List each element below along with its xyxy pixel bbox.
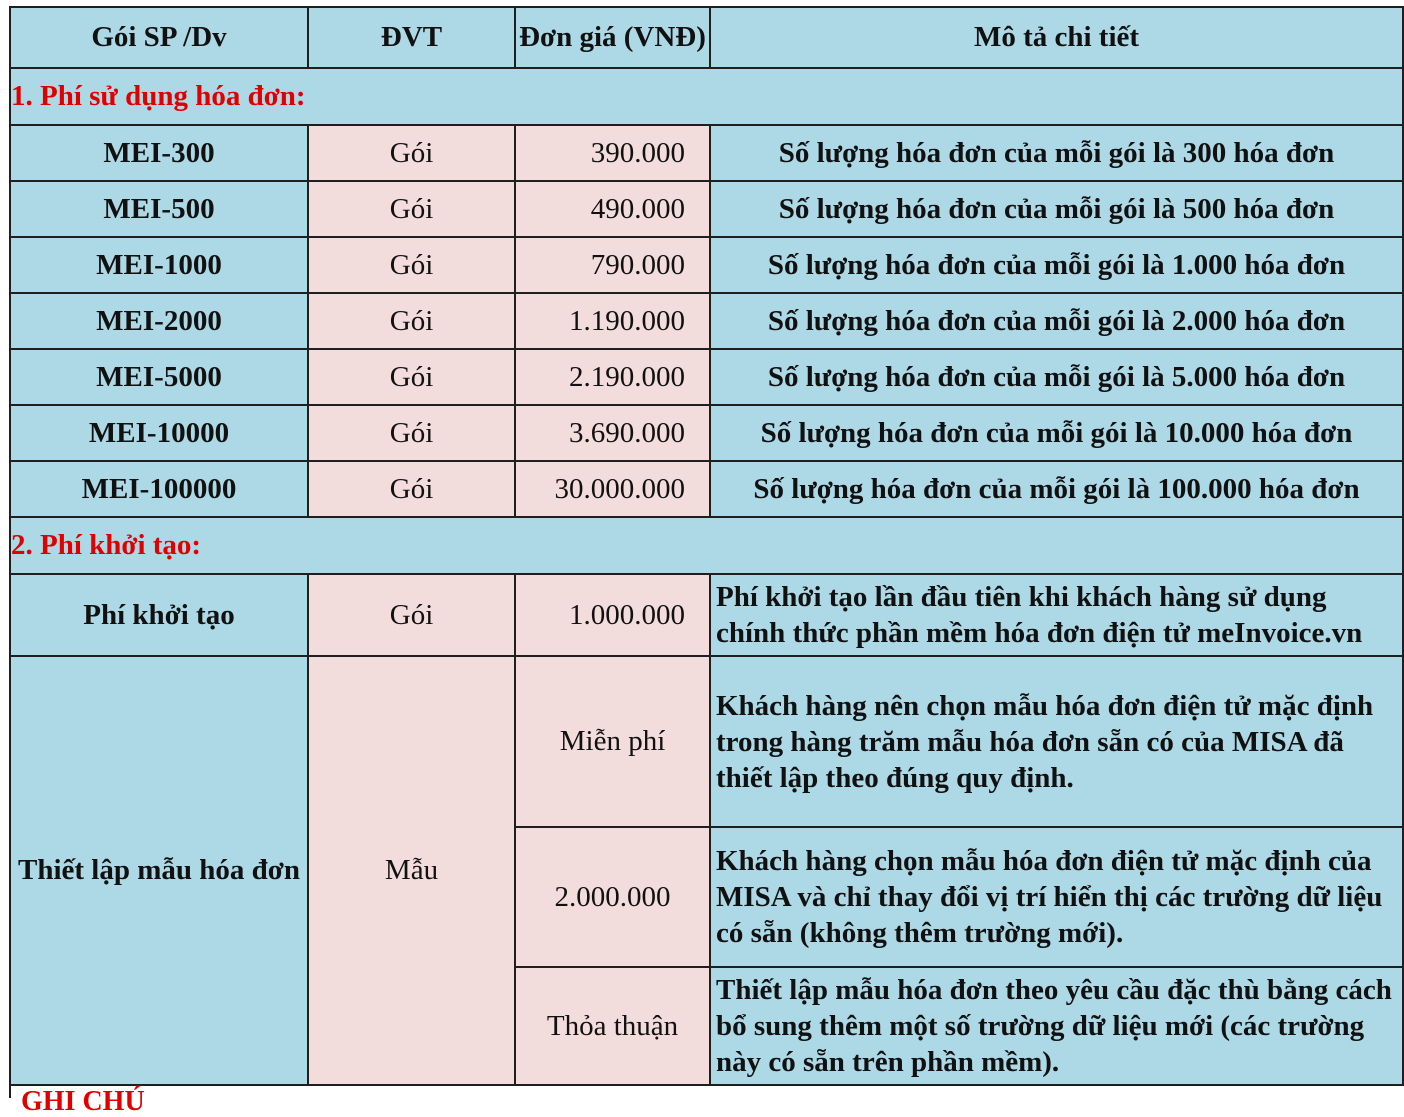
price-cell: 2.190.000 [515,349,710,405]
table-row [10,125,1403,181]
header-price: Đơn giá (VNĐ) [515,7,710,68]
table-row [10,405,1403,461]
package-name: MEI-5000 [10,349,308,405]
description-cell: Khách hàng nên chọn mẫu hóa đơn điện tử mặc định trong hàng trăm mẫu hóa đơn sẵn có của MISA đã thiết lập theo đúng quy định. [710,656,1403,827]
price-cell: Thỏa thuận [515,967,710,1085]
price-cell: 490.000 [515,181,710,237]
price-cell: 790.000 [515,237,710,293]
description-cell: Khách hàng chọn mẫu hóa đơn điện tử mặc định của MISA và chỉ thay đổi vị trí hiển thị các trường dữ liệu có sẵn (không thêm trường mới). [710,827,1403,967]
price-cell: 3.690.000 [515,405,710,461]
description-cell: Số lượng hóa đơn của mỗi gói là 1.000 hóa đơn [710,237,1403,293]
price-cell: 30.000.000 [515,461,710,517]
header-description: Mô tả chi tiết [710,7,1403,68]
price-cell: 2.000.000 [515,827,710,967]
footer-note-partial [9,1086,1402,1117]
package-name: Phí khởi tạo [10,574,308,656]
section-title: 2. Phí khởi tạo: [10,517,1403,574]
description-cell: Số lượng hóa đơn của mỗi gói là 300 hóa đơn [710,125,1403,181]
package-name: Thiết lập mẫu hóa đơn [10,656,308,1085]
unit-cell: Gói [308,349,515,405]
package-name: MEI-1000 [10,237,308,293]
unit-cell: Gói [308,461,515,517]
price-cell: 390.000 [515,125,710,181]
description-cell: Thiết lập mẫu hóa đơn theo yêu cầu đặc thù bằng cách bổ sung thêm một số trường dữ liệu mới (các trường này có sẵn trên phần mềm). [710,967,1403,1085]
unit-cell: Mẫu [308,656,515,1085]
unit-cell: Gói [308,574,515,656]
package-name: MEI-300 [10,125,308,181]
table-row [10,181,1403,237]
table-row [10,349,1403,405]
unit-cell: Gói [308,181,515,237]
table-row [10,237,1403,293]
package-name: MEI-10000 [10,405,308,461]
description-cell: Số lượng hóa đơn của mỗi gói là 100.000 hóa đơn [710,461,1403,517]
package-name: MEI-2000 [10,293,308,349]
price-cell: 1.000.000 [515,574,710,656]
header-row [10,7,1403,68]
table-row-template-option [10,656,1403,827]
table-row [10,293,1403,349]
package-name: MEI-100000 [10,461,308,517]
price-cell: 1.190.000 [515,293,710,349]
section-title: 1. Phí sử dụng hóa đơn: [10,68,1403,125]
header-unit: ĐVT [308,7,515,68]
package-name: MEI-500 [10,181,308,237]
footer-note-text: GHI CHÚ [21,1086,145,1117]
description-cell: Số lượng hóa đơn của mỗi gói là 500 hóa đơn [710,181,1403,237]
description-cell: Phí khởi tạo lần đầu tiên khi khách hàng sử dụng chính thức phần mềm hóa đơn điện tử meInvoice.vn [710,574,1403,656]
description-cell: Số lượng hóa đơn của mỗi gói là 10.000 hóa đơn [710,405,1403,461]
table-row-setup-fee [10,574,1403,656]
unit-cell: Gói [308,125,515,181]
unit-cell: Gói [308,293,515,349]
description-cell: Số lượng hóa đơn của mỗi gói là 5.000 hóa đơn [710,349,1403,405]
header-package: Gói SP /Dv [10,7,308,68]
price-table [9,6,1404,1086]
description-cell: Số lượng hóa đơn của mỗi gói là 2.000 hóa đơn [710,293,1403,349]
price-cell: Miễn phí [515,656,710,827]
table-row [10,461,1403,517]
section-usage-fee [10,68,1403,125]
unit-cell: Gói [308,405,515,461]
section-setup-fee [10,517,1403,574]
unit-cell: Gói [308,237,515,293]
